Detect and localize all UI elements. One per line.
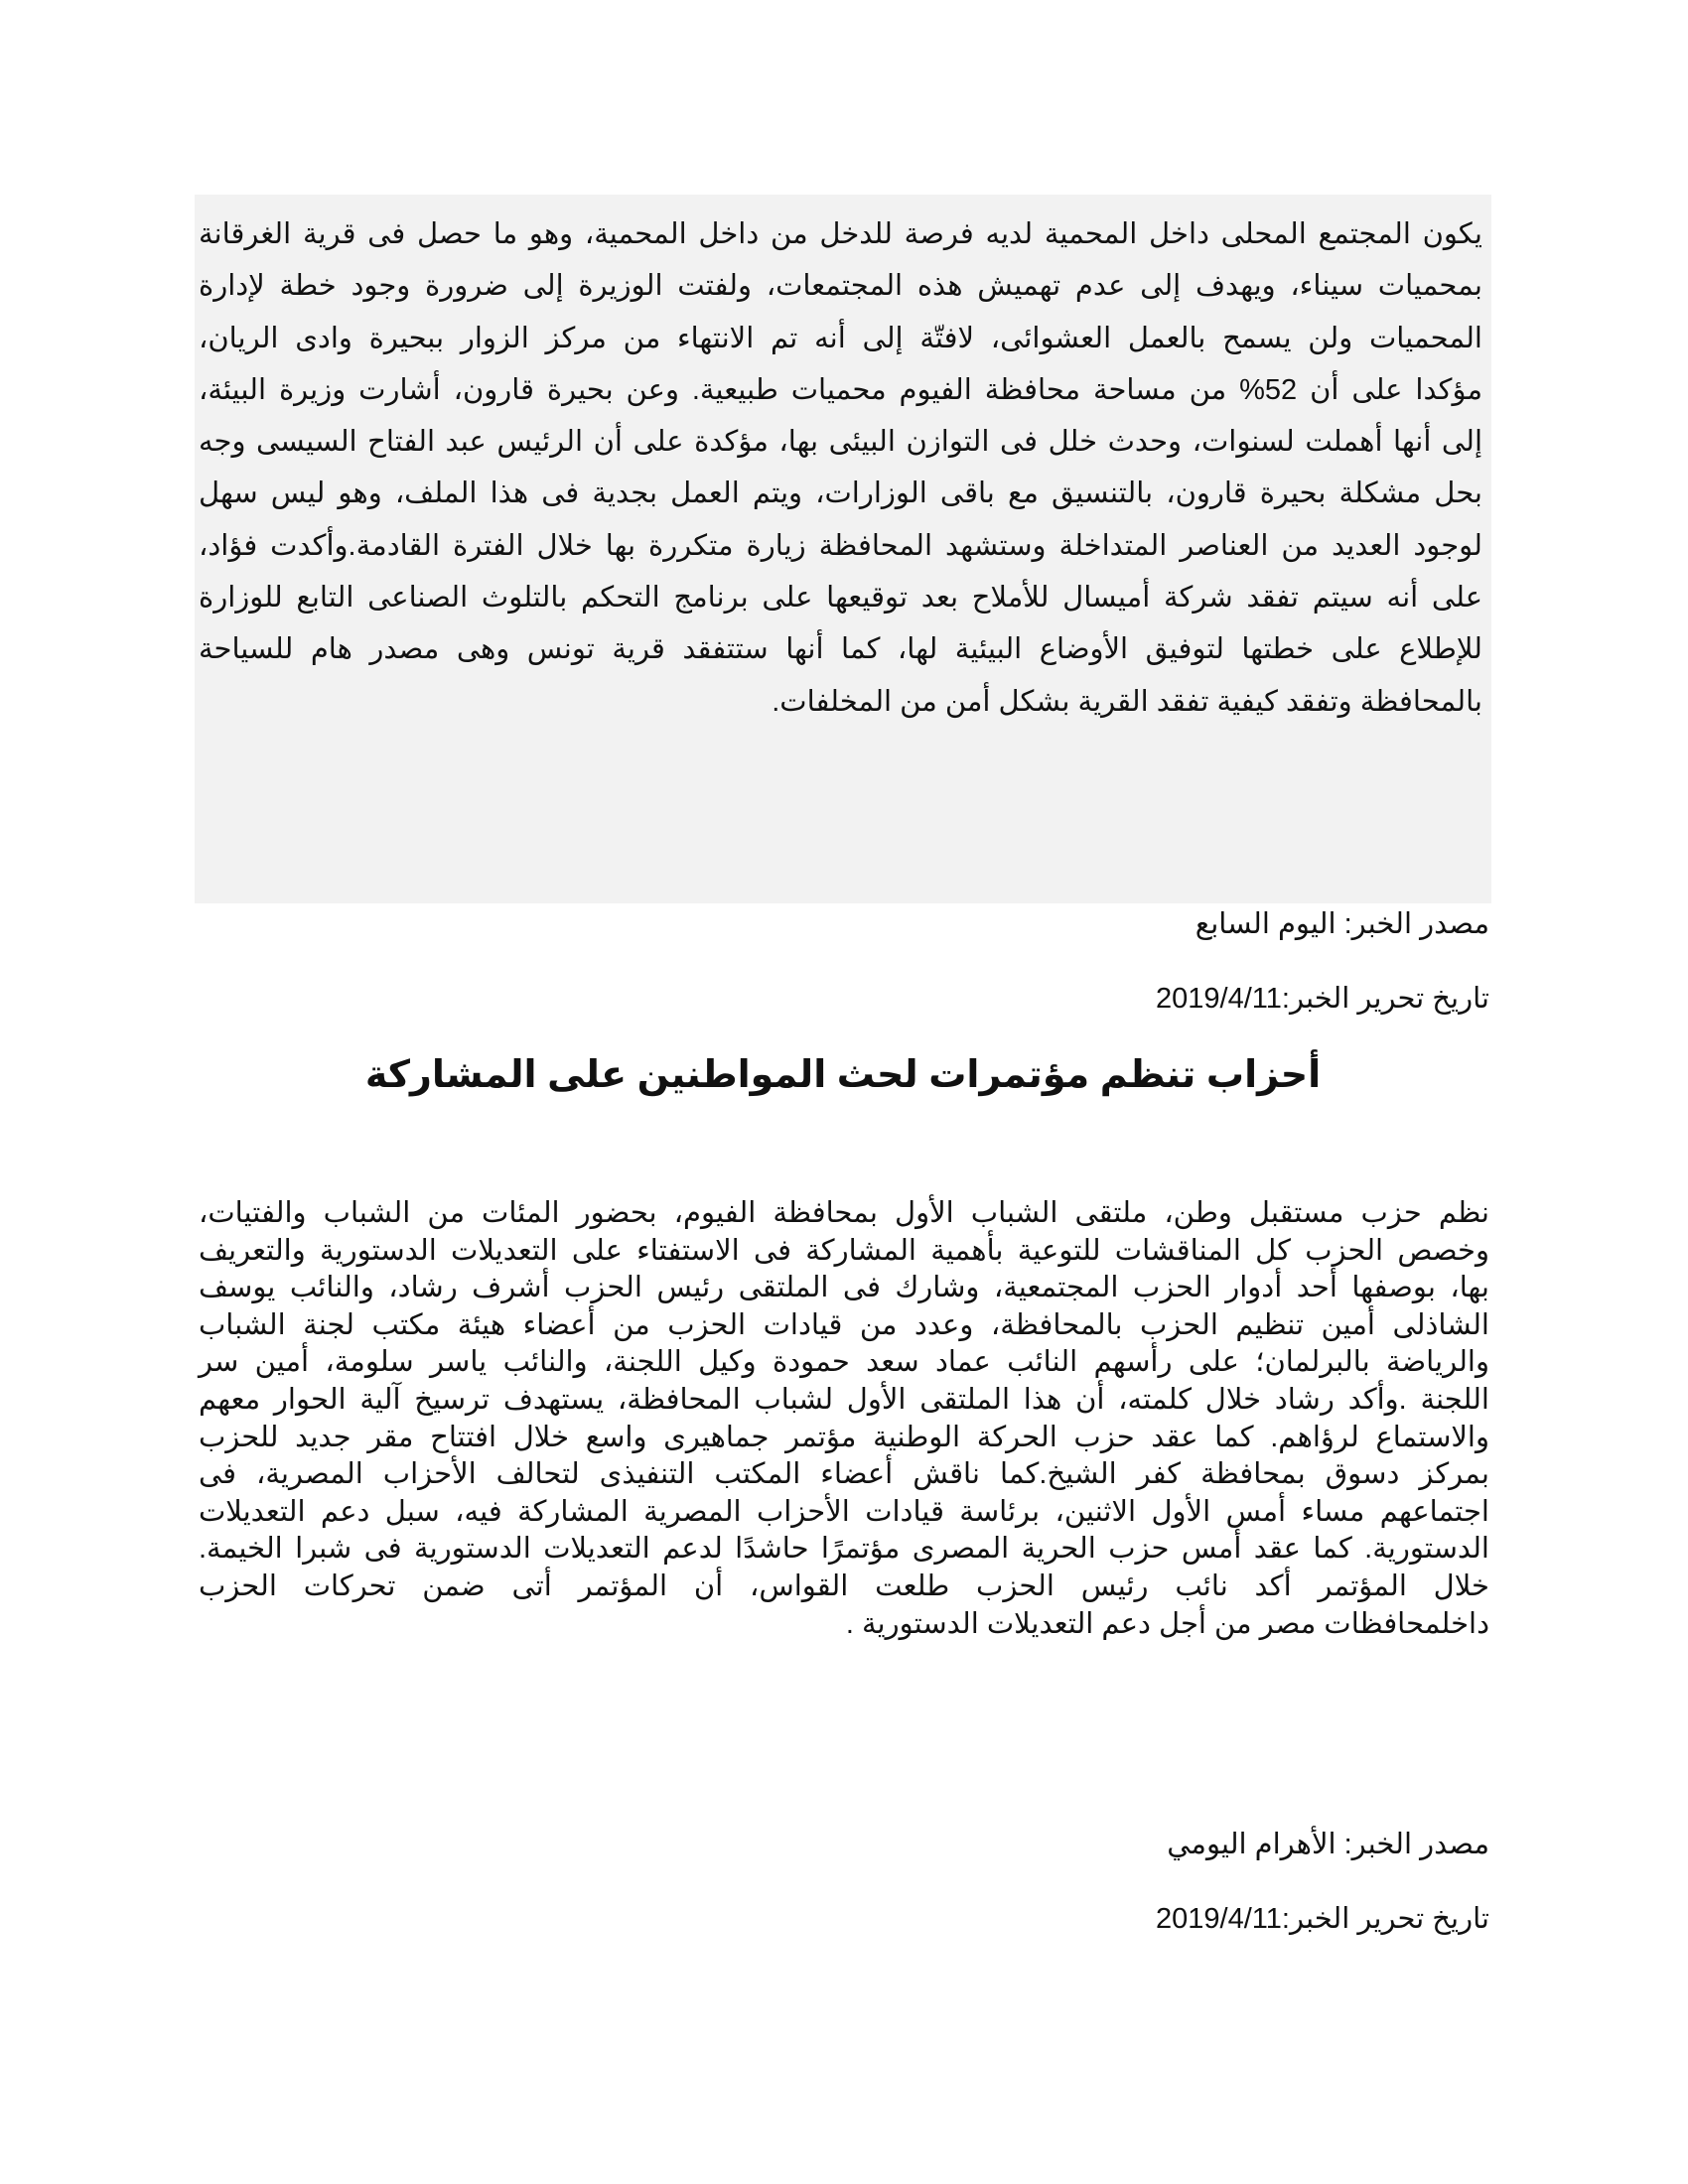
article1-line: للإطلاع على خطتها لتوفيق الأوضاع البيئية لها، كما أنها ستتفقد قرية تونس وهى مصدر هام للسياحة: [199, 633, 1482, 666]
article2-line: الدستورية. كما عقد أمس حزب الحرية المصرى مؤتمرًا حاشدًا لدعم التعديلات الدستورية فى شبرا الخيمة.: [199, 1533, 1489, 1566]
article2-line: والرياضة بالبرلمان؛ على رأسهم النائب عماد سعد حمودة وكيل اللجنة، والنائب ياسر سلومة، أمين سر: [199, 1346, 1489, 1379]
article2-line: خلال المؤتمر أكد نائب رئيس الحزب طلعت القواس، أن المؤتمر أتى ضمن تحركات الحزب: [199, 1570, 1489, 1602]
article2-line: والاستماع لرؤاهم. كما عقد حزب الحركة الوطنية مؤتمر جماهيرى واسع خلال افتتاح مقر جديد للحزب: [199, 1421, 1489, 1453]
article1-date-label: تاريخ تحرير الخبر:: [1281, 983, 1489, 1015]
article1-paragraph: [199, 208, 1482, 728]
article1-line: بمحميات سيناء، ويهدف إلى عدم تهميش هذه المجتمعات، ولفتت الوزيرة إلى ضرورة وجود خطة لإدارة: [199, 270, 1482, 303]
article2-line: الشاذلى أمين تنظيم الحزب بالمحافظة، وعدد من قيادات الحزب من أعضاء هيئة مكتب لجنة الشباب: [199, 1308, 1489, 1341]
article1-line: المحميات ولن يسمح بالعمل العشوائى، لافتّة إلى أنه تم الانتهاء من مركز الزوار ببحيرة وادى الريان،: [199, 322, 1482, 354]
article2-date: [1156, 1901, 1489, 1936]
article2-date-value: 2019/4/11: [1156, 1903, 1282, 1935]
article1-line: على أنه سيتم تفقد شركة أميسال للأملاح بعد توقيعها على برنامج التحكم بالتلوث الصناعى التابع للوزارة: [199, 582, 1482, 614]
article2-headline: أحزاب تنظم مؤتمرات لحث المواطنين على المشاركة: [364, 1054, 1322, 1096]
article2-line: داخلمحافظات مصر من أجل دعم التعديلات الدستورية .: [845, 1607, 1489, 1640]
article1-source: مصدر الخبر: اليوم السابع: [1195, 908, 1489, 940]
article2-source: مصدر الخبر: الأهرام اليومي: [1167, 1829, 1489, 1860]
article1-line: بالمحافظة وتفقد كيفية تفقد القرية بشكل أمن من المخلفات.: [772, 685, 1482, 718]
article1-date: [1156, 981, 1489, 1016]
article2-line: بها، بوصفها أحد أدوار الحزب المجتمعية، وشارك فى الملتقى رئيس الحزب أشرف رشاد، والنائب يوسف: [199, 1272, 1489, 1304]
article1-line: بحل مشكلة بحيرة قارون، بالتنسيق مع باقى الوزارات، ويتم العمل بجدية فى هذا الملف، وهو ليس سهل: [199, 478, 1482, 510]
article2-date-label: تاريخ تحرير الخبر:: [1281, 1903, 1489, 1935]
article2-line: اللجنة .وأكد رشاد خلال كلمته، أن هذا الملتقى الأول لشباب المحافظة، يستهدف ترسيخ آلية الحوار معهم: [199, 1383, 1489, 1416]
article2-line: نظم حزب مستقبل وطن، ملتقى الشباب الأول بمحافظة الفيوم، بحضور المئات من الشباب والفتيات،: [199, 1197, 1489, 1229]
article1-line: إلى أنها أهملت لسنوات، وحدث خلل فى التوازن البيئى بها، مؤكدة على أن الرئيس عبد الفتاح السيسى وجه: [199, 426, 1482, 459]
article2-line: اجتماعهم مساء أمس الأول الاثنين، برئاسة قيادات الأحزاب المصرية المشاركة فيه، سبل دعم التعديلات: [199, 1495, 1489, 1528]
article1-date-value: 2019/4/11: [1156, 983, 1282, 1015]
article1-line: يكون المجتمع المحلى داخل المحمية لديه فرصة للدخل من داخل المحمية، وهو ما حصل فى قرية الغرقانة: [199, 218, 1482, 250]
article2-line: وخصص الحزب كل المناقشات للتوعية بأهمية المشاركة فى الاستفتاء على التعديلات الدستورية والتعريف: [199, 1234, 1489, 1267]
article1-line: لوجود العديد من العناصر المتداخلة وستشهد المحافظة زيارة متكررة بها خلال الفترة القادمة.وأكدت فؤاد،: [199, 529, 1482, 562]
article1-line: مؤكدا على أن 52% من مساحة محافظة الفيوم محميات طبيعية. وعن بحيرة قارون، أشارت وزيرة البيئة،: [199, 373, 1482, 406]
article2-line: بمركز دسوق بمحافظة كفر الشيخ.كما ناقش أعضاء المكتب التنفيذى لتحالف الأحزاب المصرية، فى: [199, 1458, 1489, 1491]
article2-paragraph: [199, 1195, 1489, 1643]
